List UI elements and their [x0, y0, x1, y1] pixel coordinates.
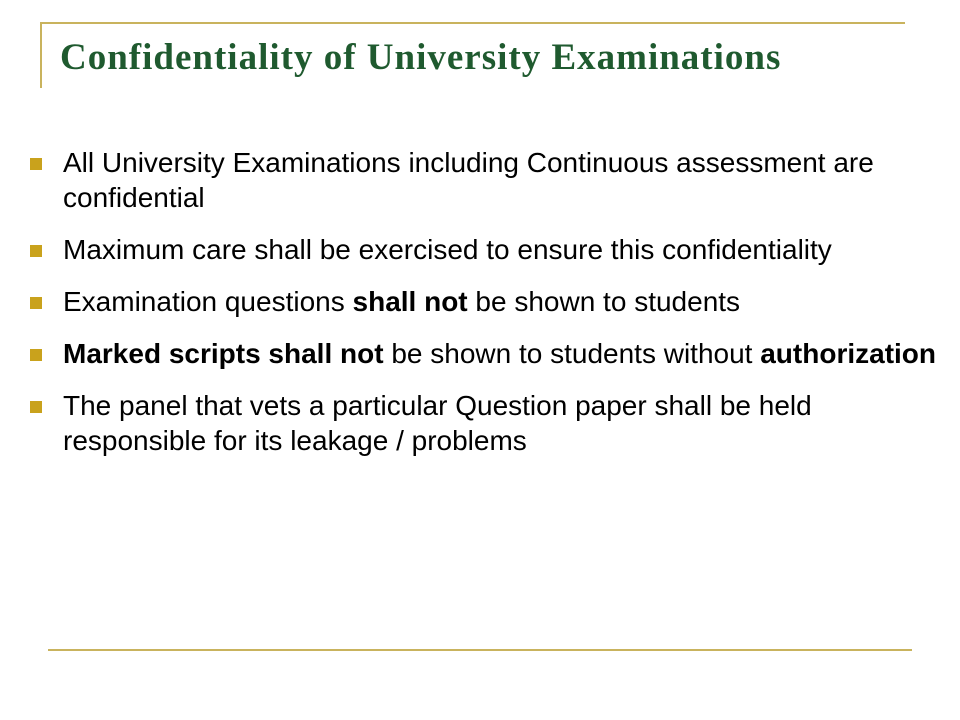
bullet-text: Maximum care shall be exercised to ensure this confidentiality	[63, 234, 832, 265]
square-bullet-icon	[30, 245, 42, 257]
bullet-text: All University Examinations including Continuous assessment are confidential	[63, 147, 874, 213]
left-rule	[40, 22, 42, 88]
top-rule	[40, 22, 905, 24]
bullet-list	[30, 145, 940, 475]
square-bullet-icon	[30, 158, 42, 170]
bullet-item	[30, 388, 940, 458]
bullet-text: be shown to students without	[383, 338, 761, 369]
bullet-text-bold: authorization	[760, 338, 936, 369]
slide-title: Confidentiality of University Examinations	[60, 37, 782, 78]
bullet-item	[30, 232, 940, 267]
bottom-rule	[48, 649, 912, 651]
square-bullet-icon	[30, 349, 42, 361]
bullet-text: Examination questions	[63, 286, 353, 317]
bullet-text-bold: Marked scripts shall not	[63, 338, 384, 369]
square-bullet-icon	[30, 401, 42, 413]
square-bullet-icon	[30, 297, 42, 309]
bullet-text: The panel that vets a particular Question paper shall be held responsible for its leakage / problems	[63, 390, 812, 456]
bullet-item	[30, 284, 940, 319]
bullet-item	[30, 145, 940, 215]
bullet-item	[30, 336, 940, 371]
bullet-text: be shown to students	[467, 286, 741, 317]
bullet-text-bold: shall not	[352, 286, 468, 317]
